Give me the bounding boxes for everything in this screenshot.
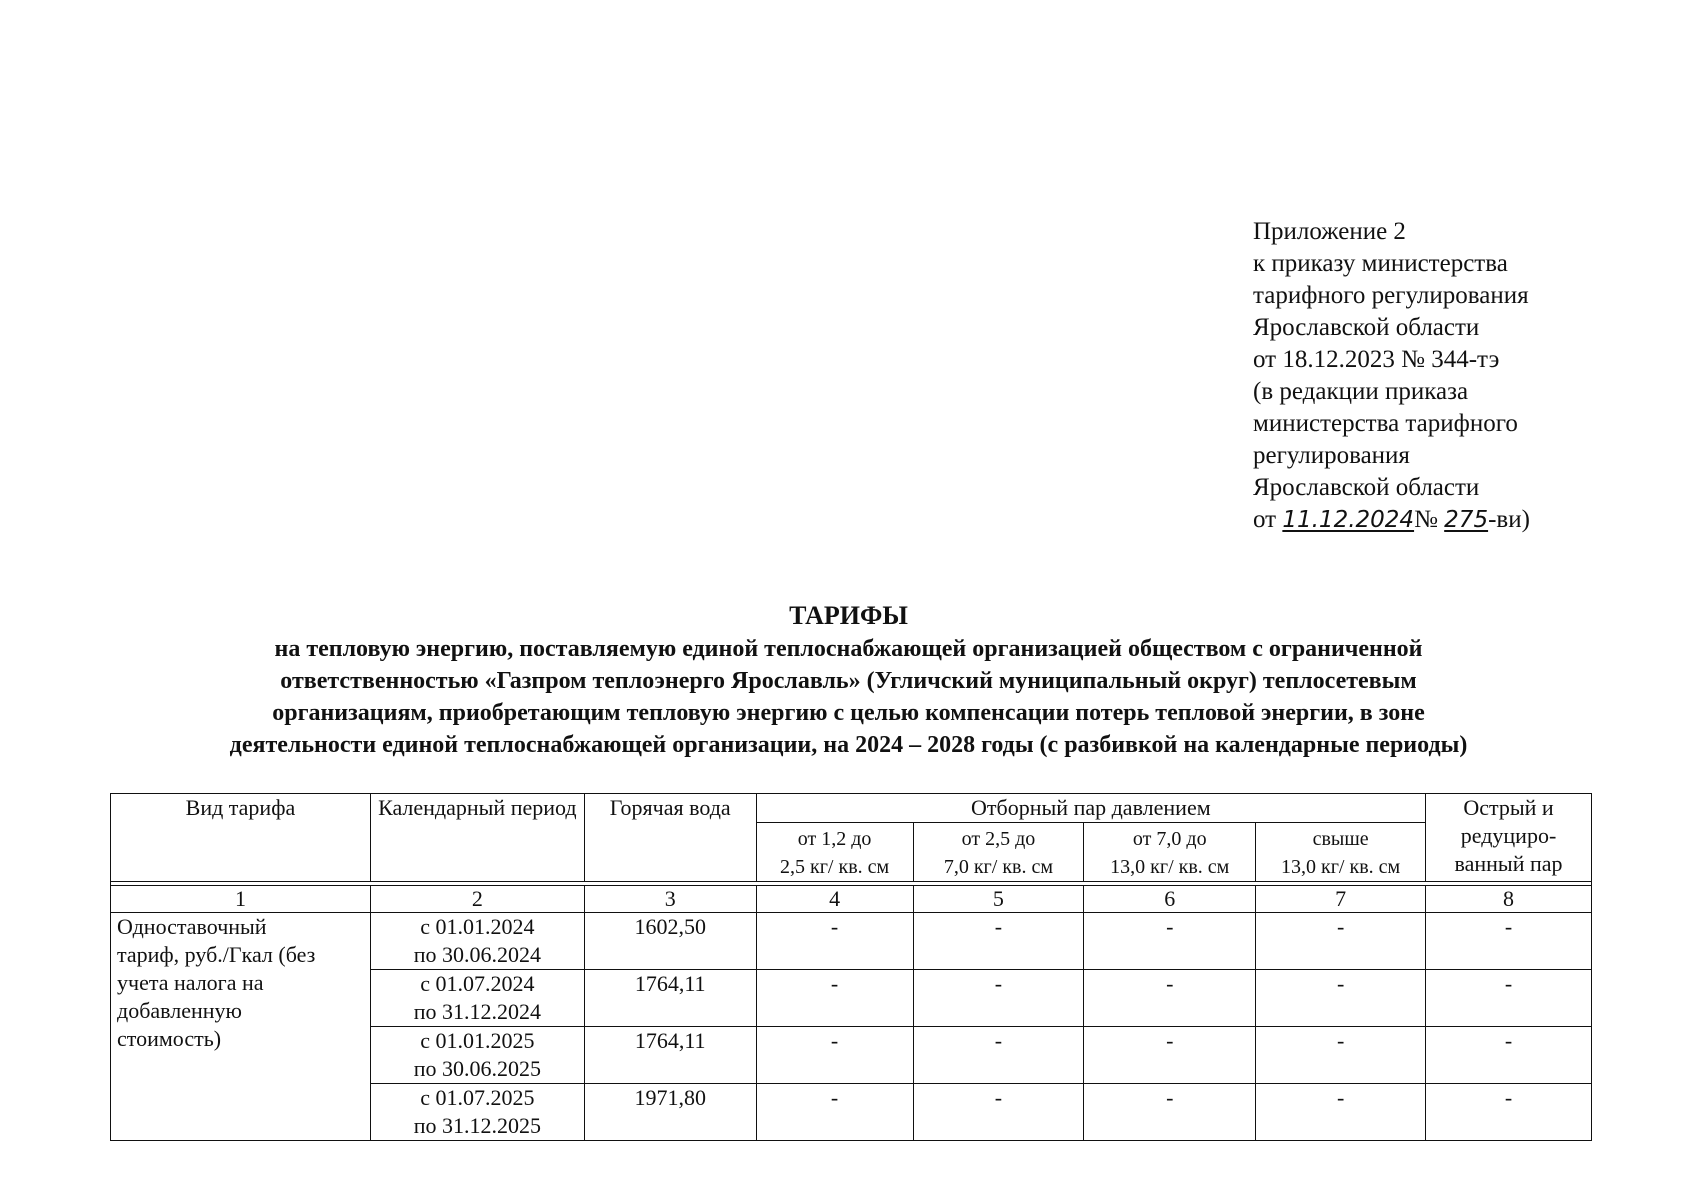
appendix-line: министерства тарифного [1253, 410, 1518, 437]
appendix-block [1253, 216, 1530, 536]
header-line: 2,5 кг/ кв. см [780, 856, 890, 878]
appendix-last-prefix: от [1253, 506, 1283, 533]
period-from: с 01.01.2025 [420, 1028, 535, 1053]
appendix-line: Приложение 2 [1253, 218, 1406, 245]
document-heading [100, 600, 1597, 761]
header-type: Вид тарифа [111, 794, 371, 882]
column-number: 5 [913, 886, 1084, 913]
column-number: 1 [111, 886, 371, 913]
tariff-type-cell [111, 913, 371, 1141]
sharp-steam-value: - [1426, 913, 1592, 970]
appendix-line: Ярославской области [1253, 314, 1480, 341]
tariff-type-line: Одноставочный [117, 914, 267, 939]
sharp-steam-value: - [1426, 970, 1592, 1027]
document-title: ТАРИФЫ [789, 601, 908, 630]
period-to: по 30.06.2024 [413, 942, 541, 967]
header-line: от 7,0 до [1132, 828, 1207, 850]
header-sharp-line: Острый и [1463, 795, 1554, 820]
column-number: 6 [1084, 886, 1256, 913]
hot-water-value: 1602,50 [584, 913, 756, 970]
period-to: по 31.12.2024 [413, 999, 541, 1024]
steam-value: - [756, 1084, 913, 1141]
header-line: от 2,5 до [961, 828, 1036, 850]
appendix-line: регулирования [1253, 442, 1410, 469]
heading-line: организациям, приобретающим тепловую энергию с целью компенсации потерь тепловой энергии, в зоне [272, 700, 1425, 726]
tariff-type-line: тариф, руб./Гкал (без [117, 942, 316, 967]
column-number: 7 [1256, 886, 1426, 913]
hot-water-value: 1971,80 [584, 1084, 756, 1141]
tariff-type-line: учета налога на [117, 970, 264, 995]
sharp-steam-value: - [1426, 1027, 1592, 1084]
header-steam-2 [913, 823, 1084, 882]
appendix-number-label: № [1414, 506, 1445, 533]
header-steam-1 [756, 823, 913, 882]
column-number: 3 [584, 886, 756, 913]
table-row [111, 913, 1592, 970]
period-from: с 01.01.2024 [420, 914, 535, 939]
header-hot-water: Горячая вода [584, 794, 756, 882]
period-from: с 01.07.2025 [420, 1085, 535, 1110]
period-from: с 01.07.2024 [420, 971, 535, 996]
header-line: 13,0 кг/ кв. см [1281, 856, 1401, 878]
appendix-last-line [1253, 504, 1530, 536]
period-to: по 31.12.2025 [413, 1113, 541, 1138]
tariff-type-line: стоимость) [117, 1026, 222, 1051]
header-row [111, 794, 1592, 823]
appendix-line: Ярославской области [1253, 474, 1480, 501]
steam-value: - [1256, 913, 1426, 970]
heading-line: деятельности единой теплоснабжающей организации, на 2024 – 2028 годы (с разбивкой на календарные периоды) [229, 732, 1468, 758]
header-sharp-line: редуциро- [1460, 823, 1557, 848]
period-cell [370, 913, 584, 970]
hot-water-value: 1764,11 [584, 970, 756, 1027]
handwritten-date: 11.12.2024 [1282, 507, 1415, 533]
period-cell [370, 1027, 584, 1084]
heading-line: на тепловую энергию, поставляемую единой теплоснабжающей организацией обществом с ограниченной [274, 636, 1423, 662]
header-sharp-steam [1426, 794, 1592, 882]
appendix-line: от 18.12.2023 № 344-тэ [1253, 346, 1500, 373]
steam-value: - [1084, 1084, 1256, 1141]
steam-value: - [756, 1027, 913, 1084]
period-cell [370, 970, 584, 1027]
steam-value: - [1084, 1027, 1256, 1084]
heading-line: ответственностью «Газпром теплоэнерго Ярославль» (Угличский муниципальный округ) теплосетевым [280, 668, 1417, 694]
period-to: по 30.06.2025 [413, 1056, 541, 1081]
column-number: 2 [370, 886, 584, 913]
appendix-line: тарифного регулирования [1253, 282, 1529, 309]
steam-value: - [756, 913, 913, 970]
header-line: от 1,2 до [797, 828, 872, 850]
steam-value: - [1084, 913, 1256, 970]
appendix-last-suffix: -ви) [1488, 506, 1530, 533]
header-steam-group: Отборный пар давлением [756, 794, 1425, 823]
header-line: свыше [1312, 828, 1369, 850]
header-steam-4 [1256, 823, 1426, 882]
header-sharp-line: ванный пар [1454, 851, 1563, 876]
hot-water-value: 1764,11 [584, 1027, 756, 1084]
steam-value: - [913, 1027, 1084, 1084]
steam-value: - [1256, 1084, 1426, 1141]
header-steam-3 [1084, 823, 1256, 882]
sharp-steam-value: - [1426, 1084, 1592, 1141]
column-number-row [111, 886, 1592, 913]
header-line: 13,0 кг/ кв. см [1110, 856, 1230, 878]
steam-value: - [913, 1084, 1084, 1141]
steam-value: - [913, 970, 1084, 1027]
header-line: 7,0 кг/ кв. см [943, 856, 1054, 878]
appendix-line: (в редакции приказа [1253, 378, 1469, 405]
steam-value: - [1256, 1027, 1426, 1084]
tariff-type-line: добавленную [117, 998, 242, 1023]
steam-value: - [756, 970, 913, 1027]
column-number: 4 [756, 886, 913, 913]
steam-value: - [1256, 970, 1426, 1027]
header-period: Календарный период [370, 794, 584, 882]
tariffs-table [110, 793, 1592, 1141]
appendix-line: к приказу министерства [1253, 250, 1508, 277]
period-cell [370, 1084, 584, 1141]
steam-value: - [913, 913, 1084, 970]
steam-value: - [1084, 970, 1256, 1027]
handwritten-number: 275 [1444, 507, 1489, 533]
column-number: 8 [1426, 886, 1592, 913]
